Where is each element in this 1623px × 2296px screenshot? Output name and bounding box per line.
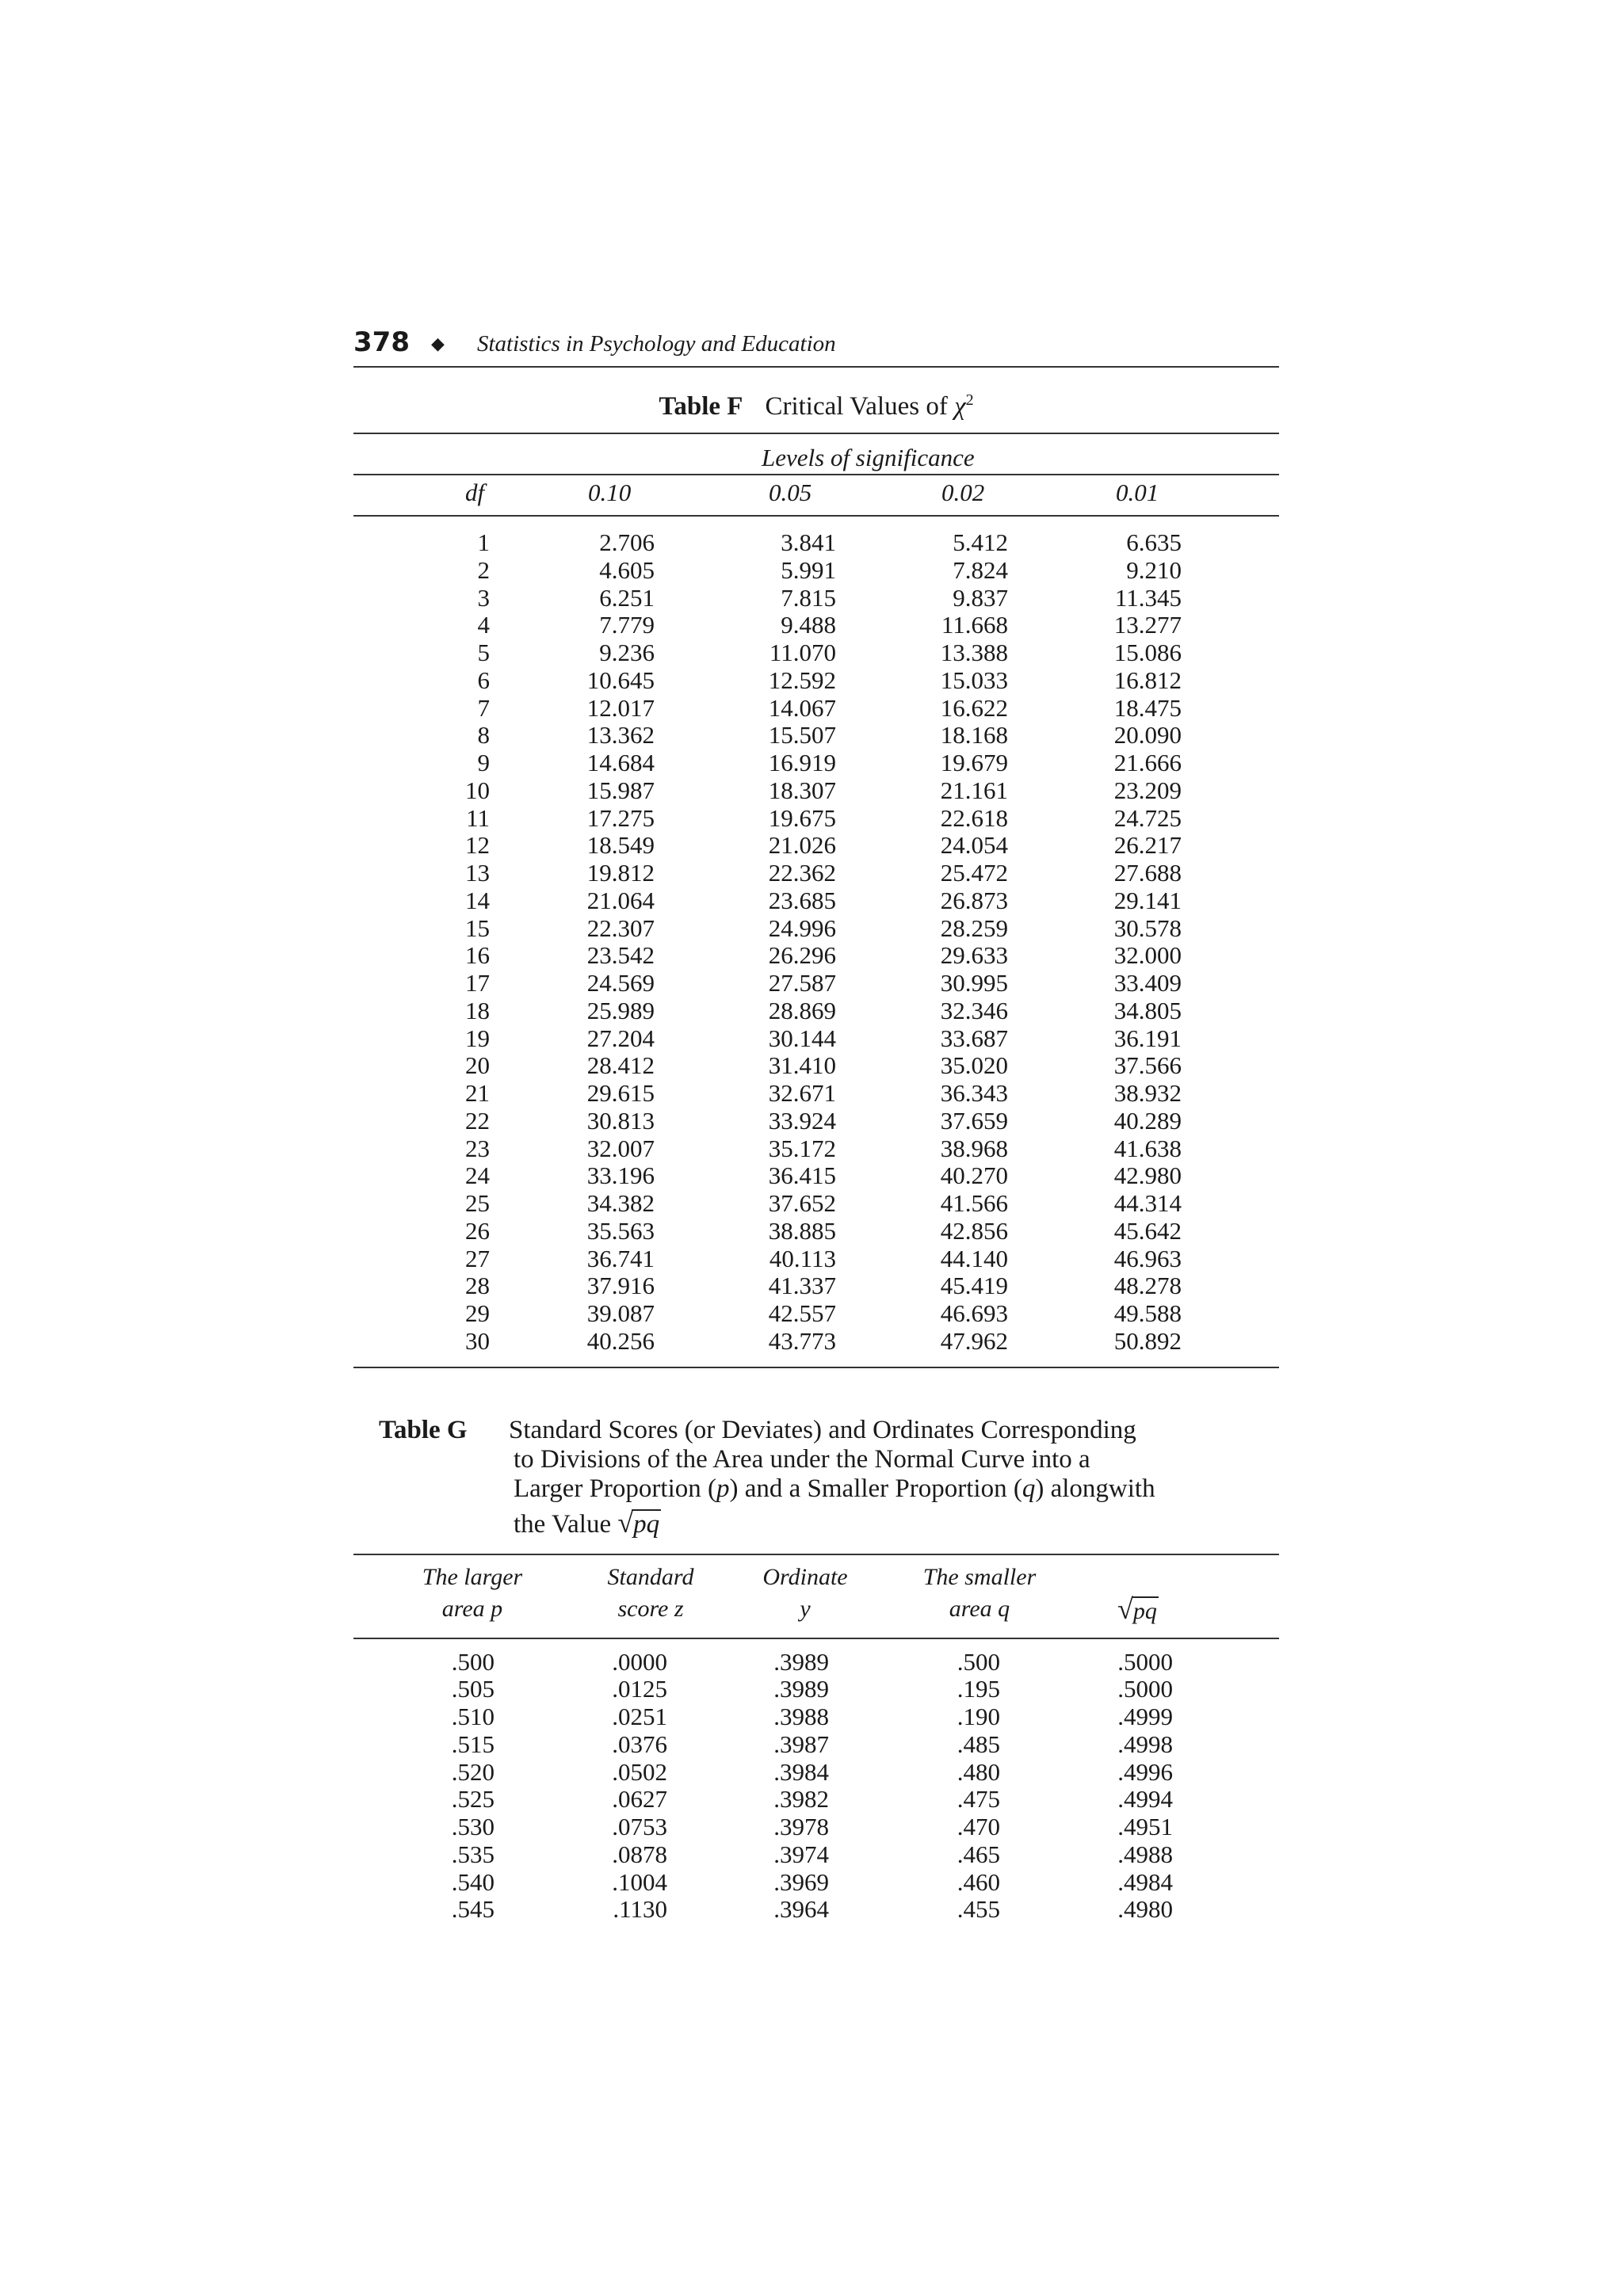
- table-f-cell: 11: [466, 803, 490, 832]
- table-f-cell: 13.362: [586, 721, 655, 749]
- table-row: [353, 832, 1182, 860]
- table-f-cell: 15.987: [586, 776, 655, 804]
- page-number: 378: [353, 326, 410, 358]
- levels-of-significance: Levels of significance: [762, 444, 975, 471]
- table-g-cell: .455: [957, 1895, 1000, 1924]
- table-f-cell: 31.410: [768, 1051, 836, 1080]
- table-f-cell: 41.337: [768, 1272, 836, 1300]
- col-header-sqrt-pq: [1083, 1593, 1193, 1627]
- table-g-cell: .195: [957, 1675, 1000, 1703]
- table-f-cell: 14.067: [768, 693, 836, 722]
- chi-superscript: 2: [965, 391, 974, 409]
- table-g-cell: .3989: [773, 1675, 829, 1703]
- table-f-cell: 26.217: [1113, 831, 1182, 860]
- table-f-cell: 24: [465, 1161, 490, 1190]
- table-g-cell: .0125: [612, 1675, 667, 1703]
- table-f-cell: 45.419: [940, 1272, 1008, 1300]
- caption-q: q: [1022, 1474, 1036, 1503]
- table-g: [353, 1649, 1173, 1924]
- table-f-cell: 7: [477, 693, 490, 722]
- table-f-cell: 37.652: [768, 1189, 836, 1217]
- table-g-cell: .4996: [1117, 1757, 1173, 1786]
- table-f-cell: 14: [465, 886, 490, 914]
- table-f-cell: 19.812: [586, 859, 655, 887]
- table-f-cell: 22: [465, 1106, 490, 1135]
- table-row: [353, 722, 1182, 749]
- table-f-cell: 12.017: [586, 693, 655, 722]
- table-g-cell: .520: [451, 1757, 495, 1786]
- table-row: [353, 1786, 1173, 1814]
- table-f-bottom-rule: [353, 1367, 1279, 1368]
- table-f-cell: 18.307: [768, 776, 836, 804]
- table-f-cell: 24.569: [586, 969, 655, 997]
- table-f-cell: 5.412: [953, 528, 1008, 556]
- table-g-cell: .545: [451, 1895, 495, 1924]
- table-row: [353, 777, 1182, 805]
- book-title: Statistics in Psychology and Education: [477, 331, 836, 357]
- table-f-cell: 4.605: [599, 555, 655, 584]
- table-f-cell: 28: [465, 1272, 490, 1300]
- table-g-cell: .515: [451, 1730, 495, 1758]
- table-row: [353, 805, 1182, 833]
- col-header-larger-area: [401, 1562, 544, 1625]
- table-g-body: [353, 1639, 1279, 1924]
- table-f-cell: 6.635: [1126, 528, 1182, 556]
- table-f-cell: 27.587: [768, 969, 836, 997]
- table-f-cell: 6: [477, 666, 490, 694]
- table-f-cell: 38.968: [940, 1134, 1008, 1162]
- table-g-cell: .1130: [613, 1895, 667, 1924]
- table-g-cell: .485: [957, 1730, 1000, 1758]
- table-f-cell: 25.472: [940, 859, 1008, 887]
- table-row: [353, 1108, 1182, 1135]
- table-f-cell: 40.113: [769, 1244, 836, 1272]
- table-row: [353, 915, 1182, 943]
- col-header-smaller-area: [908, 1562, 1051, 1625]
- table-f-cell: 25: [465, 1189, 490, 1217]
- table-f-cell: 14.684: [586, 749, 655, 776]
- table-f-cell: 37.566: [1113, 1051, 1182, 1080]
- table-g-cell: .470: [957, 1813, 1000, 1840]
- table-g-cell: .3988: [773, 1703, 829, 1730]
- table-row: [353, 970, 1182, 997]
- table-f-cell: 41.638: [1113, 1134, 1182, 1162]
- table-f-cell: 50.892: [1113, 1326, 1182, 1355]
- table-f-cell: 6.251: [599, 583, 655, 612]
- table-row: [353, 942, 1182, 970]
- table-row: [353, 1190, 1182, 1218]
- table-f-cell: 18.475: [1113, 693, 1182, 722]
- chi-symbol: χ: [954, 392, 966, 421]
- table-g-cell: .3987: [773, 1730, 829, 1758]
- sqrt-radicand: pq: [633, 1509, 660, 1539]
- table-f-cell: 22.307: [586, 913, 655, 942]
- table-f-cell: 30.144: [768, 1024, 836, 1052]
- table-row: [353, 1703, 1173, 1731]
- table-f-cell: 35.563: [586, 1216, 655, 1245]
- table-row: [353, 1896, 1173, 1924]
- table-g-cell: .500: [451, 1647, 495, 1676]
- table-g-cell: .190: [957, 1703, 1000, 1730]
- col-header-0-05: 0.05: [769, 479, 812, 506]
- table-f-cell: 33.409: [1113, 969, 1182, 997]
- table-f-cell: 29: [465, 1299, 490, 1327]
- table-g-cell: .4994: [1117, 1785, 1173, 1814]
- table-f-cell: 9: [477, 749, 490, 776]
- table-g-caption: [353, 1413, 1279, 1554]
- table-f-cell: 24.996: [768, 913, 836, 942]
- table-g-cell: .4951: [1117, 1813, 1173, 1840]
- table-row: [353, 695, 1182, 723]
- table-f-cell: 9.837: [953, 583, 1008, 612]
- table-g-cell: .4984: [1117, 1867, 1173, 1896]
- table-g-cell: .540: [451, 1867, 495, 1896]
- table-g-cell: .4999: [1117, 1703, 1173, 1730]
- table-f: [353, 529, 1182, 1356]
- table-f-cell: 30.813: [586, 1106, 655, 1135]
- table-row: [353, 1328, 1182, 1356]
- table-f-cell: 32.007: [586, 1134, 655, 1162]
- caption-line: [509, 1508, 1270, 1539]
- table-f-cell: 19.675: [768, 803, 836, 832]
- table-f-cell: 38.932: [1113, 1079, 1182, 1107]
- table-f-cell: 12: [465, 831, 490, 860]
- table-f-cell: 2: [477, 555, 490, 584]
- table-f-cell: 32.671: [768, 1079, 836, 1107]
- table-g-cell: .3989: [773, 1647, 829, 1676]
- table-f-cell: 11.668: [941, 611, 1008, 639]
- table-g-cell: .0251: [612, 1703, 667, 1730]
- table-f-cell: 36.343: [940, 1079, 1008, 1107]
- table-f-cell: 13.388: [940, 639, 1008, 666]
- table-f-cell: 35.020: [940, 1051, 1008, 1080]
- table-f-cell: 44.140: [940, 1244, 1008, 1272]
- table-g-cell: .505: [451, 1675, 495, 1703]
- table-f-cell: 17: [465, 969, 490, 997]
- table-g-cell: .0627: [612, 1785, 667, 1814]
- table-row: [353, 860, 1182, 887]
- table-f-cell: 22.362: [768, 859, 836, 887]
- table-f-cell: 46.963: [1113, 1244, 1182, 1272]
- table-f-cell: 28.412: [586, 1051, 655, 1080]
- table-f-cell: 21.666: [1113, 749, 1182, 776]
- table-f-cell: 44.314: [1113, 1189, 1182, 1217]
- table-f-cell: 7.824: [953, 555, 1008, 584]
- table-g-cell: .3984: [773, 1757, 829, 1786]
- table-row: [353, 1676, 1173, 1703]
- table-g-cell: .3969: [773, 1867, 829, 1896]
- col-header-standard-score: [583, 1562, 718, 1625]
- table-f-cell: 42.980: [1113, 1161, 1182, 1190]
- table-f-cell: 5.991: [781, 555, 836, 584]
- table-f-cell: 18.549: [586, 831, 655, 860]
- table-g-cell: .1004: [612, 1867, 667, 1896]
- table-f-cell: 13: [465, 859, 490, 887]
- table-g-cell: .460: [957, 1867, 1000, 1896]
- table-f-cell: 28.259: [940, 913, 1008, 942]
- table-g-cell: .4998: [1117, 1730, 1173, 1758]
- caption-text: Larger Proportion (: [514, 1474, 716, 1503]
- table-row: [353, 1731, 1173, 1759]
- table-f-cell: 24.054: [940, 831, 1008, 860]
- table-f-cell: 21.161: [940, 776, 1008, 804]
- table-f-cell: 33.924: [768, 1106, 836, 1135]
- table-g-cell: .4988: [1117, 1840, 1173, 1868]
- table-f-cell: 36.191: [1113, 1024, 1182, 1052]
- book-page: [353, 323, 1279, 1924]
- table-f-cell: 9.236: [599, 639, 655, 666]
- col-header-df: df: [465, 479, 485, 506]
- header-line: Standard: [607, 1563, 694, 1590]
- table-f-cell: 27.688: [1113, 859, 1182, 887]
- table-f-cell: 37.659: [940, 1106, 1008, 1135]
- table-g-cell: .3964: [773, 1895, 829, 1924]
- table-f-cell: 15.507: [768, 721, 836, 749]
- table-row: [353, 667, 1182, 695]
- table-f-cell: 29.141: [1113, 886, 1182, 914]
- table-f-cell: 30.578: [1113, 913, 1182, 942]
- col-header-0-01: 0.01: [1116, 479, 1159, 506]
- table-g-cell: .500: [957, 1647, 1000, 1676]
- table-g-cell: .510: [451, 1703, 495, 1730]
- table-f-cell: 23.209: [1113, 776, 1182, 804]
- table-f-cell: 32.000: [1113, 941, 1182, 970]
- table-f-cell: 15.033: [940, 666, 1008, 694]
- table-f-cell: 43.773: [768, 1326, 836, 1355]
- table-f-cell: 21.026: [768, 831, 836, 860]
- table-f-cell: 36.741: [586, 1244, 655, 1272]
- table-f-cell: 39.087: [586, 1299, 655, 1327]
- table-f-cell: 40.270: [940, 1161, 1008, 1190]
- sqrt-icon: √pq: [617, 1506, 660, 1539]
- table-f-cell: 23.685: [768, 886, 836, 914]
- table-f-cell: 32.346: [940, 996, 1008, 1024]
- header-line: area p: [441, 1595, 503, 1622]
- table-g-cell: .0376: [612, 1730, 667, 1758]
- table-row: [353, 1052, 1182, 1080]
- table-f-cell: 49.588: [1113, 1299, 1182, 1327]
- table-f-cell: 30.995: [940, 969, 1008, 997]
- table-f-cell: 22.618: [940, 803, 1008, 832]
- caption-text: ) and a Smaller Proportion (: [729, 1474, 1022, 1503]
- table-f-cell: 11.345: [1114, 583, 1182, 612]
- table-row: [353, 1272, 1182, 1300]
- table-g-cell: .475: [957, 1785, 1000, 1814]
- table-f-cell: 19: [465, 1024, 490, 1052]
- table-f-cell: 40.256: [586, 1326, 655, 1355]
- table-f-cell: 24.725: [1113, 803, 1182, 832]
- table-f-cell: 5: [477, 639, 490, 666]
- table-f-label: Table F: [659, 392, 743, 421]
- table-row: [353, 1300, 1182, 1328]
- table-row: [353, 612, 1182, 639]
- table-f-cell: 27.204: [586, 1024, 655, 1052]
- table-f-cell: 41.566: [940, 1189, 1008, 1217]
- table-f-cell: 48.278: [1113, 1272, 1182, 1300]
- table-row: [353, 1135, 1182, 1163]
- header-line: Ordinate: [762, 1563, 848, 1590]
- table-f-cell: 3.841: [781, 528, 836, 556]
- table-row: [353, 1245, 1182, 1273]
- header-line: The smaller: [922, 1563, 1037, 1590]
- table-f-cell: 16.812: [1113, 666, 1182, 694]
- table-g-cell: .5000: [1117, 1647, 1173, 1676]
- table-g-cell: .465: [957, 1840, 1000, 1868]
- table-f-cell: 42.557: [768, 1299, 836, 1327]
- table-row: [353, 1025, 1182, 1053]
- caption-p: p: [716, 1474, 730, 1503]
- diamond-icon: ◆: [431, 334, 445, 354]
- table-f-cell: 33.687: [940, 1024, 1008, 1052]
- table-f-cell: 19.679: [940, 749, 1008, 776]
- sqrt-icon: √pq: [1117, 1592, 1157, 1625]
- table-f-cell: 38.885: [768, 1216, 836, 1245]
- table-f-cell: 21.064: [586, 886, 655, 914]
- table-f-cell: 45.642: [1113, 1216, 1182, 1245]
- table-row: [353, 639, 1182, 667]
- table-row: [353, 585, 1182, 612]
- table-f-cell: 18.168: [940, 721, 1008, 749]
- table-g-column-headers: [353, 1555, 1279, 1638]
- caption-line: [509, 1474, 1270, 1504]
- table-f-cell: 8: [477, 721, 490, 749]
- table-row: [353, 887, 1182, 915]
- table-f-cell: 11.070: [769, 639, 836, 666]
- table-row: [353, 1649, 1173, 1676]
- sqrt-radicand: pq: [1132, 1597, 1157, 1624]
- table-f-cell: 29.615: [586, 1079, 655, 1107]
- table-row: [353, 1841, 1173, 1869]
- table-f-cell: 34.805: [1113, 996, 1182, 1024]
- running-header: [353, 323, 1279, 368]
- header-line: The larger: [422, 1563, 523, 1590]
- caption-text: ) alongwith: [1035, 1474, 1155, 1503]
- table-f-cell: 46.693: [940, 1299, 1008, 1327]
- table-f-cell: 35.172: [768, 1134, 836, 1162]
- col-header-0-10: 0.10: [588, 479, 632, 506]
- table-f-cell: 26.296: [768, 941, 836, 970]
- table-f-cell: 15.086: [1113, 639, 1182, 666]
- table-f-group-header: [353, 434, 1279, 475]
- table-f-cell: 21: [465, 1079, 490, 1107]
- col-header-ordinate: [750, 1562, 861, 1625]
- table-f-cell: 20: [465, 1051, 490, 1080]
- table-g-cell: .0000: [612, 1647, 667, 1676]
- table-g-cell: .530: [451, 1813, 495, 1840]
- table-f-cell: 29.633: [940, 941, 1008, 970]
- table-f-cell: 7.815: [781, 583, 836, 612]
- table-f-cell: 23: [465, 1134, 490, 1162]
- table-f-cell: 23.542: [586, 941, 655, 970]
- table-row: [353, 1218, 1182, 1245]
- table-f-cell: 9.210: [1126, 555, 1182, 584]
- table-f-cell: 13.277: [1113, 611, 1182, 639]
- table-f-cell: 1: [477, 528, 490, 556]
- table-f-cell: 10.645: [586, 666, 655, 694]
- table-row: [353, 997, 1182, 1025]
- table-g-cell: .3978: [773, 1813, 829, 1840]
- table-f-cell: 16: [465, 941, 490, 970]
- table-row: [353, 1759, 1173, 1787]
- table-g-cell: .0878: [612, 1840, 667, 1868]
- header-line: score z: [617, 1595, 684, 1622]
- table-row: [353, 529, 1182, 557]
- table-f-cell: 18: [465, 996, 490, 1024]
- table-g-cell: .0502: [612, 1757, 667, 1786]
- table-f-cell: 47.962: [940, 1326, 1008, 1355]
- table-row: [353, 1080, 1182, 1108]
- table-f-cell: 42.856: [940, 1216, 1008, 1245]
- table-f-cell: 26.873: [940, 886, 1008, 914]
- caption-line: to Divisions of the Area under the Normal Curve into a: [514, 1444, 1090, 1474]
- table-f-cell: 28.869: [768, 996, 836, 1024]
- table-f-body: [353, 517, 1279, 1367]
- table-f-cell: 30: [465, 1326, 490, 1355]
- table-row: [353, 1814, 1173, 1841]
- table-f-cell: 16.622: [940, 693, 1008, 722]
- table-f-cell: 9.488: [781, 611, 836, 639]
- table-f-cell: 4: [477, 611, 490, 639]
- table-row: [353, 557, 1182, 585]
- caption-line: Standard Scores (or Deviates) and Ordinates Corresponding: [509, 1415, 1136, 1444]
- table-f-cell: 2.706: [599, 528, 655, 556]
- table-f-cell: 7.779: [599, 611, 655, 639]
- table-row: [353, 749, 1182, 777]
- table-g-cell: .480: [957, 1757, 1000, 1786]
- header-line: y: [800, 1595, 811, 1622]
- table-row: [353, 1162, 1182, 1190]
- table-f-cell: 12.592: [768, 666, 836, 694]
- table-f-cell: 25.989: [586, 996, 655, 1024]
- caption-text: the Value: [514, 1509, 618, 1539]
- table-f-cell: 15: [465, 913, 490, 942]
- table-g-cell: .3982: [773, 1785, 829, 1814]
- table-f-cell: 36.415: [768, 1161, 836, 1190]
- table-g-cell: .535: [451, 1840, 495, 1868]
- table-row: [353, 1869, 1173, 1897]
- col-header-0-02: 0.02: [941, 479, 985, 506]
- table-f-cell: 34.382: [586, 1189, 655, 1217]
- table-g-cell: .525: [451, 1785, 495, 1814]
- table-g-label: Table G: [379, 1415, 468, 1444]
- table-g-cell: .0753: [612, 1813, 667, 1840]
- table-f-title: Critical Values of: [765, 392, 955, 421]
- table-f-cell: 16.919: [768, 749, 836, 776]
- table-f-cell: 27: [465, 1244, 490, 1272]
- table-f-cell: 3: [477, 583, 490, 612]
- table-f-caption: [353, 391, 1279, 433]
- table-f-cell: 33.196: [586, 1161, 655, 1190]
- table-f-cell: 26: [465, 1216, 490, 1245]
- table-g-cell: .5000: [1117, 1675, 1173, 1703]
- table-f-cell: 37.916: [586, 1272, 655, 1300]
- table-f-cell: 10: [465, 776, 490, 804]
- table-g-cell: .4980: [1117, 1895, 1173, 1924]
- header-line: area q: [949, 1595, 1010, 1622]
- table-g-cell: .3974: [773, 1840, 829, 1868]
- table-g-caption-text: [509, 1416, 1270, 1539]
- table-f-cell: 40.289: [1113, 1106, 1182, 1135]
- table-f-cell: 17.275: [586, 803, 655, 832]
- table-f-column-headers: [353, 475, 1279, 515]
- table-f-cell: 20.090: [1113, 721, 1182, 749]
